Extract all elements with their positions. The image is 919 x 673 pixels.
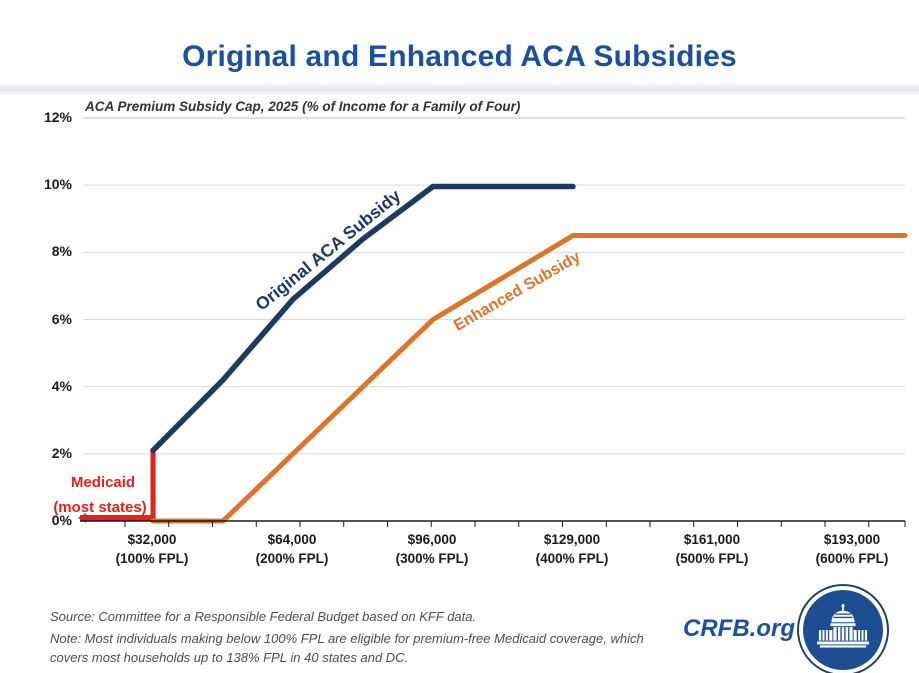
medicaid-label-sub: (most states) bbox=[53, 499, 147, 516]
crfb-logo bbox=[797, 584, 889, 673]
y-axis-label: 12% bbox=[43, 109, 72, 125]
x-axis-label-fpl: (400% FPL) bbox=[535, 551, 609, 566]
crfb-wordmark: CRFB.org bbox=[683, 615, 795, 642]
x-axis-label-income: $32,000 bbox=[127, 532, 177, 547]
note-text: Note: Most individuals making below 100% FPL are eligible for premium-free Medicaid coverage, which covers most households up to 138% FPL in 40 states and DC. bbox=[50, 631, 644, 665]
x-axis-label-fpl: (200% FPL) bbox=[255, 551, 329, 566]
y-axis-label: 0% bbox=[51, 512, 72, 528]
x-axis-label-income: $96,000 bbox=[407, 532, 457, 547]
x-axis-label bbox=[787, 530, 917, 568]
medicaid-label: Medicaid bbox=[70, 474, 136, 491]
y-axis-label: 10% bbox=[43, 176, 72, 193]
series-label-original: Original ACA Subsidy bbox=[251, 185, 405, 315]
x-axis-label bbox=[367, 530, 497, 568]
y-axis-label: 4% bbox=[51, 377, 72, 394]
x-axis-label-income: $193,000 bbox=[823, 532, 881, 547]
x-axis-label bbox=[87, 530, 217, 568]
x-axis-label-fpl: (600% FPL) bbox=[815, 551, 889, 566]
x-axis-label bbox=[647, 530, 777, 568]
x-axis-label bbox=[227, 530, 357, 568]
capitol-building-glyph bbox=[814, 604, 872, 656]
source-text: Source: Committee for a Responsible Federal Budget based on KFF data. bbox=[50, 609, 477, 624]
x-axis-label-fpl: (100% FPL) bbox=[115, 551, 189, 566]
page-title: Original and Enhanced ACA Subsidies bbox=[182, 40, 737, 73]
x-axis-label bbox=[507, 530, 637, 568]
x-axis-label-income: $64,000 bbox=[267, 532, 317, 547]
y-axis-label: 6% bbox=[51, 310, 72, 327]
capitol-building-icon bbox=[803, 590, 883, 670]
series-label-enhanced: Enhanced Subsidy bbox=[451, 248, 584, 335]
x-axis-label-fpl: (500% FPL) bbox=[675, 551, 749, 566]
y-axis-label: 8% bbox=[51, 243, 72, 260]
chart-subtitle: ACA Premium Subsidy Cap, 2025 (% of Income for a Family of Four) bbox=[85, 99, 521, 114]
x-axis-label-income: $129,000 bbox=[543, 532, 601, 547]
y-axis-label: 2% bbox=[51, 444, 72, 461]
x-axis-label-income: $161,000 bbox=[683, 532, 741, 547]
x-axis-label-fpl: (300% FPL) bbox=[395, 551, 469, 566]
